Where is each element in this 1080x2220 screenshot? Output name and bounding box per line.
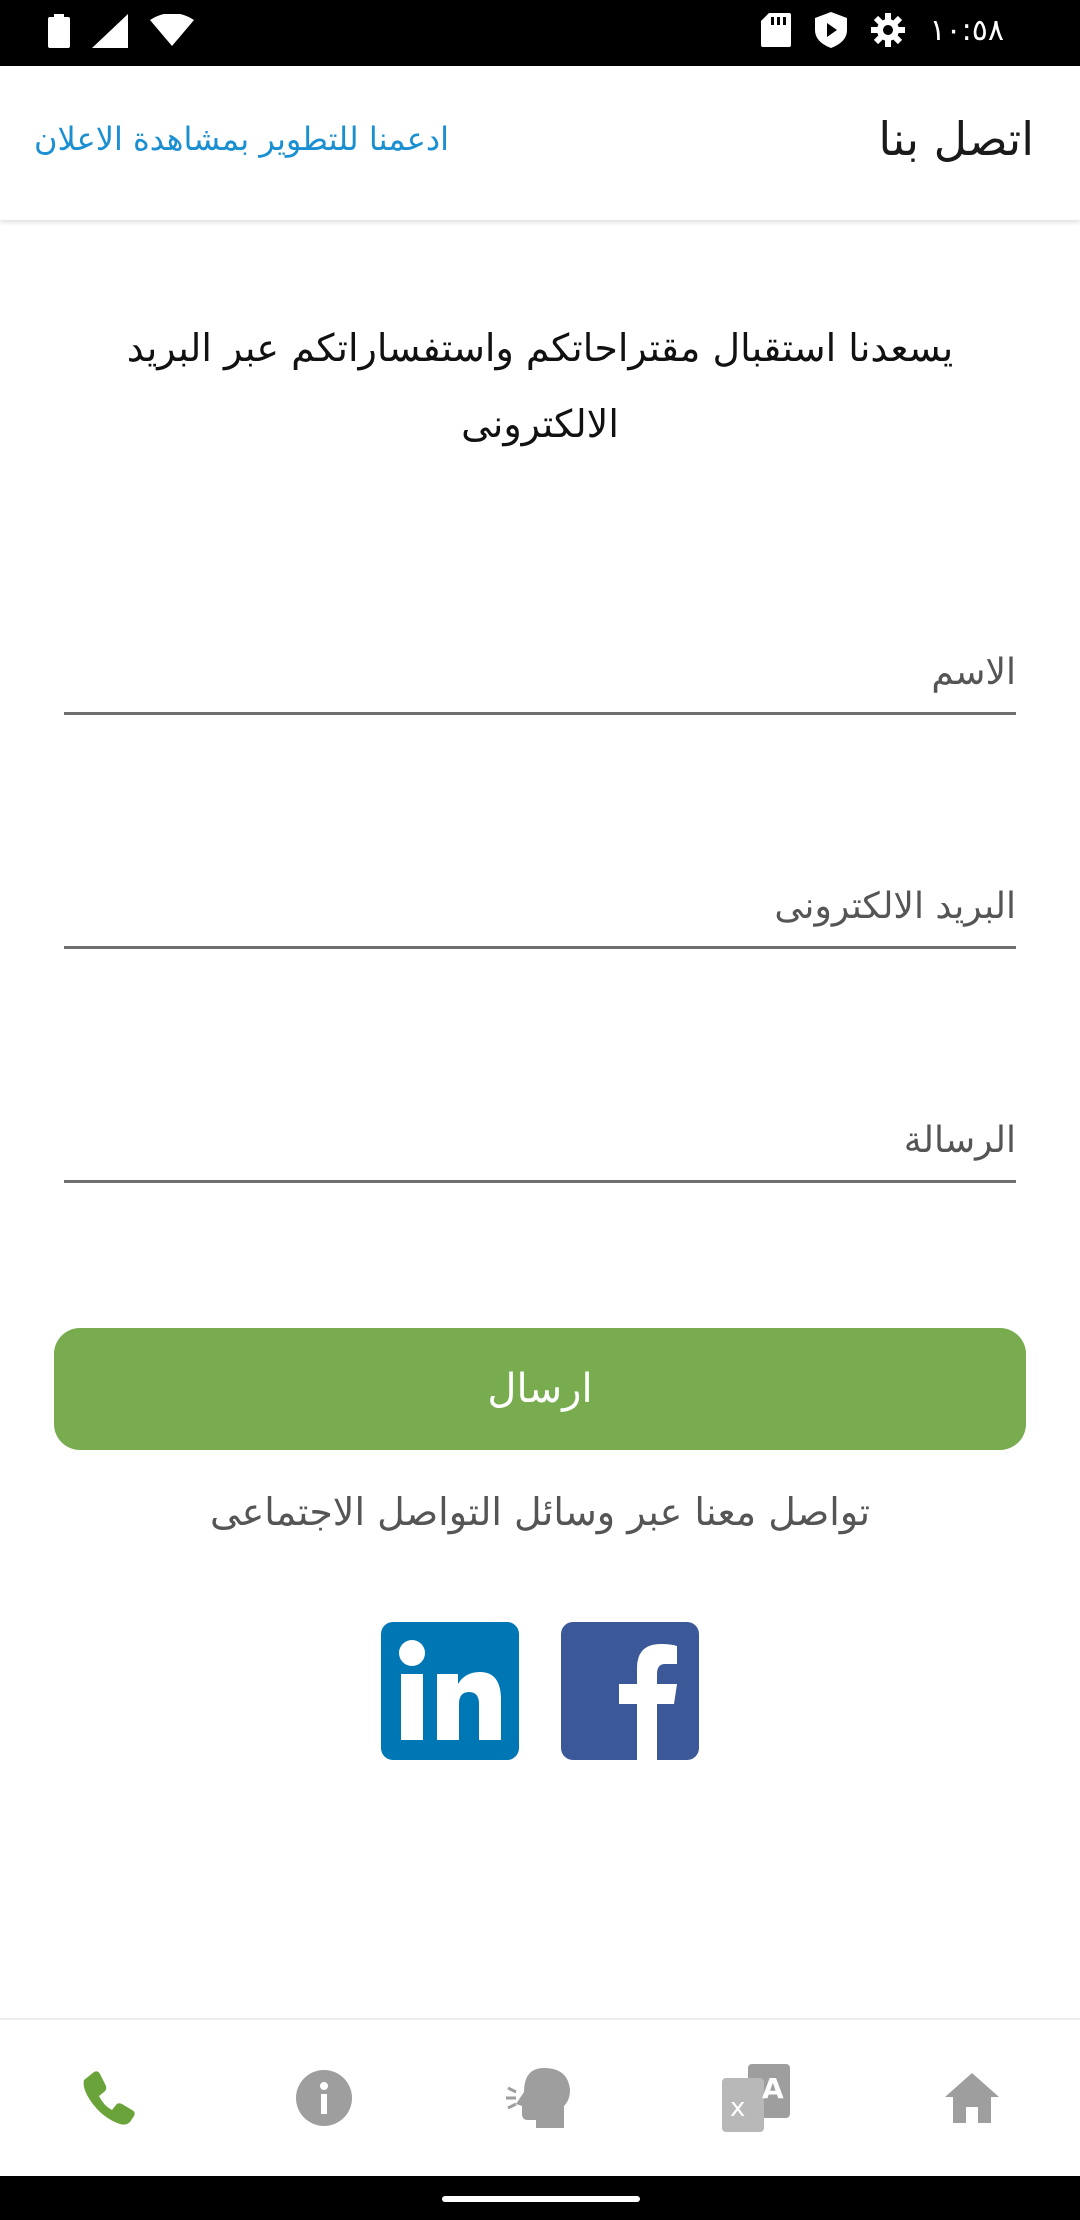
nav-about[interactable] [284, 2058, 364, 2138]
name-field-container [64, 632, 1016, 715]
gesture-handle[interactable] [442, 2196, 640, 2202]
shield-icon [815, 12, 847, 48]
svg-text:x: x [730, 2093, 746, 2123]
facebook-icon[interactable] [561, 1622, 699, 1760]
linkedin-icon[interactable] [381, 1622, 519, 1760]
settings-gear-icon [871, 13, 905, 47]
bottom-navigation [0, 2018, 1080, 2178]
battery-icon [48, 14, 70, 48]
status-icons-left [48, 14, 194, 48]
watch-ad-link[interactable]: ادعمنا للتطوير بمشاهدة الاعلان [34, 120, 449, 158]
social-caption: تواصل معنا عبر وسائل التواصل الاجتماعى [209, 1490, 871, 1534]
status-time: ١٠:٥٨ [929, 12, 1004, 48]
svg-text:A: A [762, 2072, 784, 2105]
status-icons-right [761, 12, 1004, 48]
linkedin-logo [381, 1622, 519, 1760]
system-gesture-bar [0, 2176, 1080, 2220]
message-field-container [64, 1100, 1016, 1183]
email-field-container [64, 866, 1016, 949]
send-button[interactable]: ارسال [54, 1328, 1026, 1450]
nav-contact[interactable] [68, 2058, 148, 2138]
speaking-head-icon [506, 2066, 574, 2130]
page-title: اتصل بنا [878, 112, 1034, 166]
phone-icon [80, 2070, 136, 2126]
signal-icon [92, 14, 128, 48]
nav-translate[interactable] [716, 2058, 796, 2138]
home-icon [943, 2071, 1001, 2125]
status-bar [0, 0, 1080, 66]
sd-card-icon [761, 13, 791, 47]
facebook-logo [561, 1622, 699, 1760]
info-icon [295, 2069, 353, 2127]
name-input[interactable] [64, 632, 1016, 712]
intro-text: يسعدنا استقبال مقتراحاتكم واستفساراتكم عبر البريد الالكترونى [126, 326, 954, 446]
message-input[interactable] [64, 1100, 1016, 1180]
email-input[interactable] [64, 866, 1016, 946]
nav-speak[interactable] [500, 2058, 580, 2138]
wifi-icon [150, 14, 194, 48]
translate-icon [722, 2064, 790, 2132]
app-bar [0, 66, 1080, 220]
nav-home[interactable] [932, 2058, 1012, 2138]
